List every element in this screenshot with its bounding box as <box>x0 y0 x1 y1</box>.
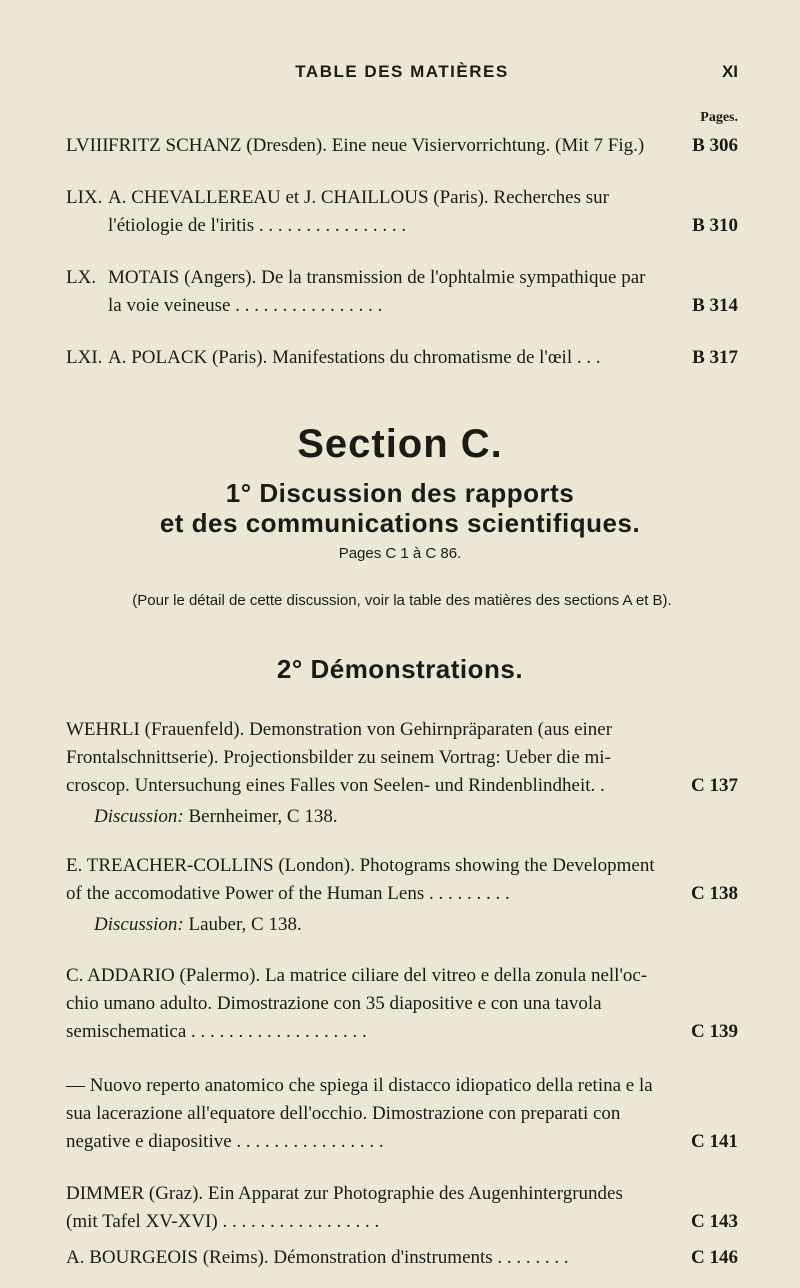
entry-line: chio umano adulto. Dimostrazione con 35 diapositive e con una tavola <box>66 993 602 1014</box>
demonstration-entry <box>66 962 738 1046</box>
entry-line: C. ADDARIO (Palermo). La matrice ciliare del vitreo e della zonula nell'oc- <box>66 965 648 986</box>
part1-heading-line1: 1° Discussion des rapports <box>225 478 575 508</box>
entry-number: LVIII. <box>66 135 114 156</box>
entry-line: A. BOURGEOIS (Reims). Démonstration d'instruments . . . . . . . . <box>66 1247 569 1268</box>
part1-pages-range: Pages C 1 à C 86. <box>338 545 462 562</box>
entry-line: Frontalschnittserie). Projectionsbilder zu seinem Vortrag: Ueber die mi- <box>66 747 611 768</box>
entry-number: LIX. <box>66 187 103 208</box>
entry-line: sua lacerazione all'equatore dell'occhio. Dimostrazione con preparati con <box>66 1103 621 1124</box>
entry-line: — Nuovo reperto anatomico che spiega il distacco idiopatico della retina e la <box>66 1075 653 1096</box>
page-reference: B 310 <box>686 212 738 240</box>
entry-number: LX. <box>66 267 97 288</box>
page-reference: C 143 <box>685 1208 738 1236</box>
page-reference: C 137 <box>685 772 738 800</box>
demonstration-entry <box>66 852 738 908</box>
toc-entry <box>66 132 738 160</box>
page-reference: C 139 <box>685 1018 738 1046</box>
discussion-text: Lauber, C 138. <box>183 914 302 935</box>
discussion-text: Bernheimer, C 138. <box>183 806 338 827</box>
toc-entry <box>66 264 738 320</box>
page-reference: C 138 <box>685 880 738 908</box>
page-reference: B 314 <box>686 292 738 320</box>
page-reference: C 146 <box>685 1244 738 1272</box>
toc-entry <box>66 184 738 240</box>
part2-heading: 2° Démonstrations. <box>276 654 524 684</box>
entry-line: A. CHEVALLEREAU et J. CHAILLOUS (Paris). Recherches sur <box>108 187 609 208</box>
entry-line: A. POLACK (Paris). Manifestations du chromatisme de l'œil . . . <box>108 347 601 368</box>
part1-heading-line2: et des communications scientifiques. <box>159 508 641 538</box>
entry-line: E. TREACHER-COLLINS (London). Photograms showing the Development <box>66 855 655 876</box>
discussion-label: Discussion: <box>94 806 184 827</box>
page-reference: C 141 <box>685 1128 738 1156</box>
discussion-line <box>94 914 302 936</box>
demonstration-entry <box>66 1072 738 1156</box>
entry-number: LXI. <box>66 347 103 368</box>
page-number: XI <box>721 62 738 81</box>
discussion-line <box>94 806 338 828</box>
part1-note: (Pour le détail de cette discussion, voir la table des matières des sections A et B). <box>132 592 672 609</box>
section-title: Section C. <box>297 422 503 466</box>
entry-line: semischematica . . . . . . . . . . . . . . . . . . . <box>66 1021 367 1042</box>
entry-line: (mit Tafel XV-XVI) . . . . . . . . . . . . . . . . . <box>66 1211 380 1232</box>
page-reference: B 317 <box>686 344 738 372</box>
entry-line: DIMMER (Graz). Ein Apparat zur Photographie des Augenhintergrundes <box>66 1183 623 1204</box>
entry-line: WEHRLI (Frauenfeld). Demonstration von Gehirnpräparaten (aus einer <box>66 719 613 740</box>
demonstration-entry <box>66 1180 738 1236</box>
entry-line: MOTAIS (Angers). De la transmission de l'ophtalmie sympathique par <box>108 267 646 288</box>
pages-column-label: Pages. <box>700 110 738 125</box>
discussion-label: Discussion: <box>94 914 184 935</box>
entry-line: la voie veineuse . . . . . . . . . . . . . . . . <box>108 295 383 316</box>
entry-line: l'étiologie de l'iritis . . . . . . . . . . . . . . . . <box>108 215 407 236</box>
demonstration-entry <box>66 716 738 800</box>
running-header <box>66 62 738 86</box>
entry-line: croscop. Untersuchung eines Falles von Seelen- und Rindenblindheit. . <box>66 775 605 796</box>
demonstration-entry <box>66 1244 738 1272</box>
toc-entry <box>66 344 738 372</box>
entry-line: negative e diapositive . . . . . . . . . . . . . . . . <box>66 1131 384 1152</box>
entry-line: FRITZ SCHANZ (Dresden). Eine neue Visiervorrichtung. (Mit 7 Fig.) <box>108 135 645 156</box>
running-title: TABLE DES MATIÈRES <box>295 62 509 81</box>
page-reference: B 306 <box>686 132 738 160</box>
entry-line: of the accomodative Power of the Human Lens . . . . . . . . . <box>66 883 510 904</box>
